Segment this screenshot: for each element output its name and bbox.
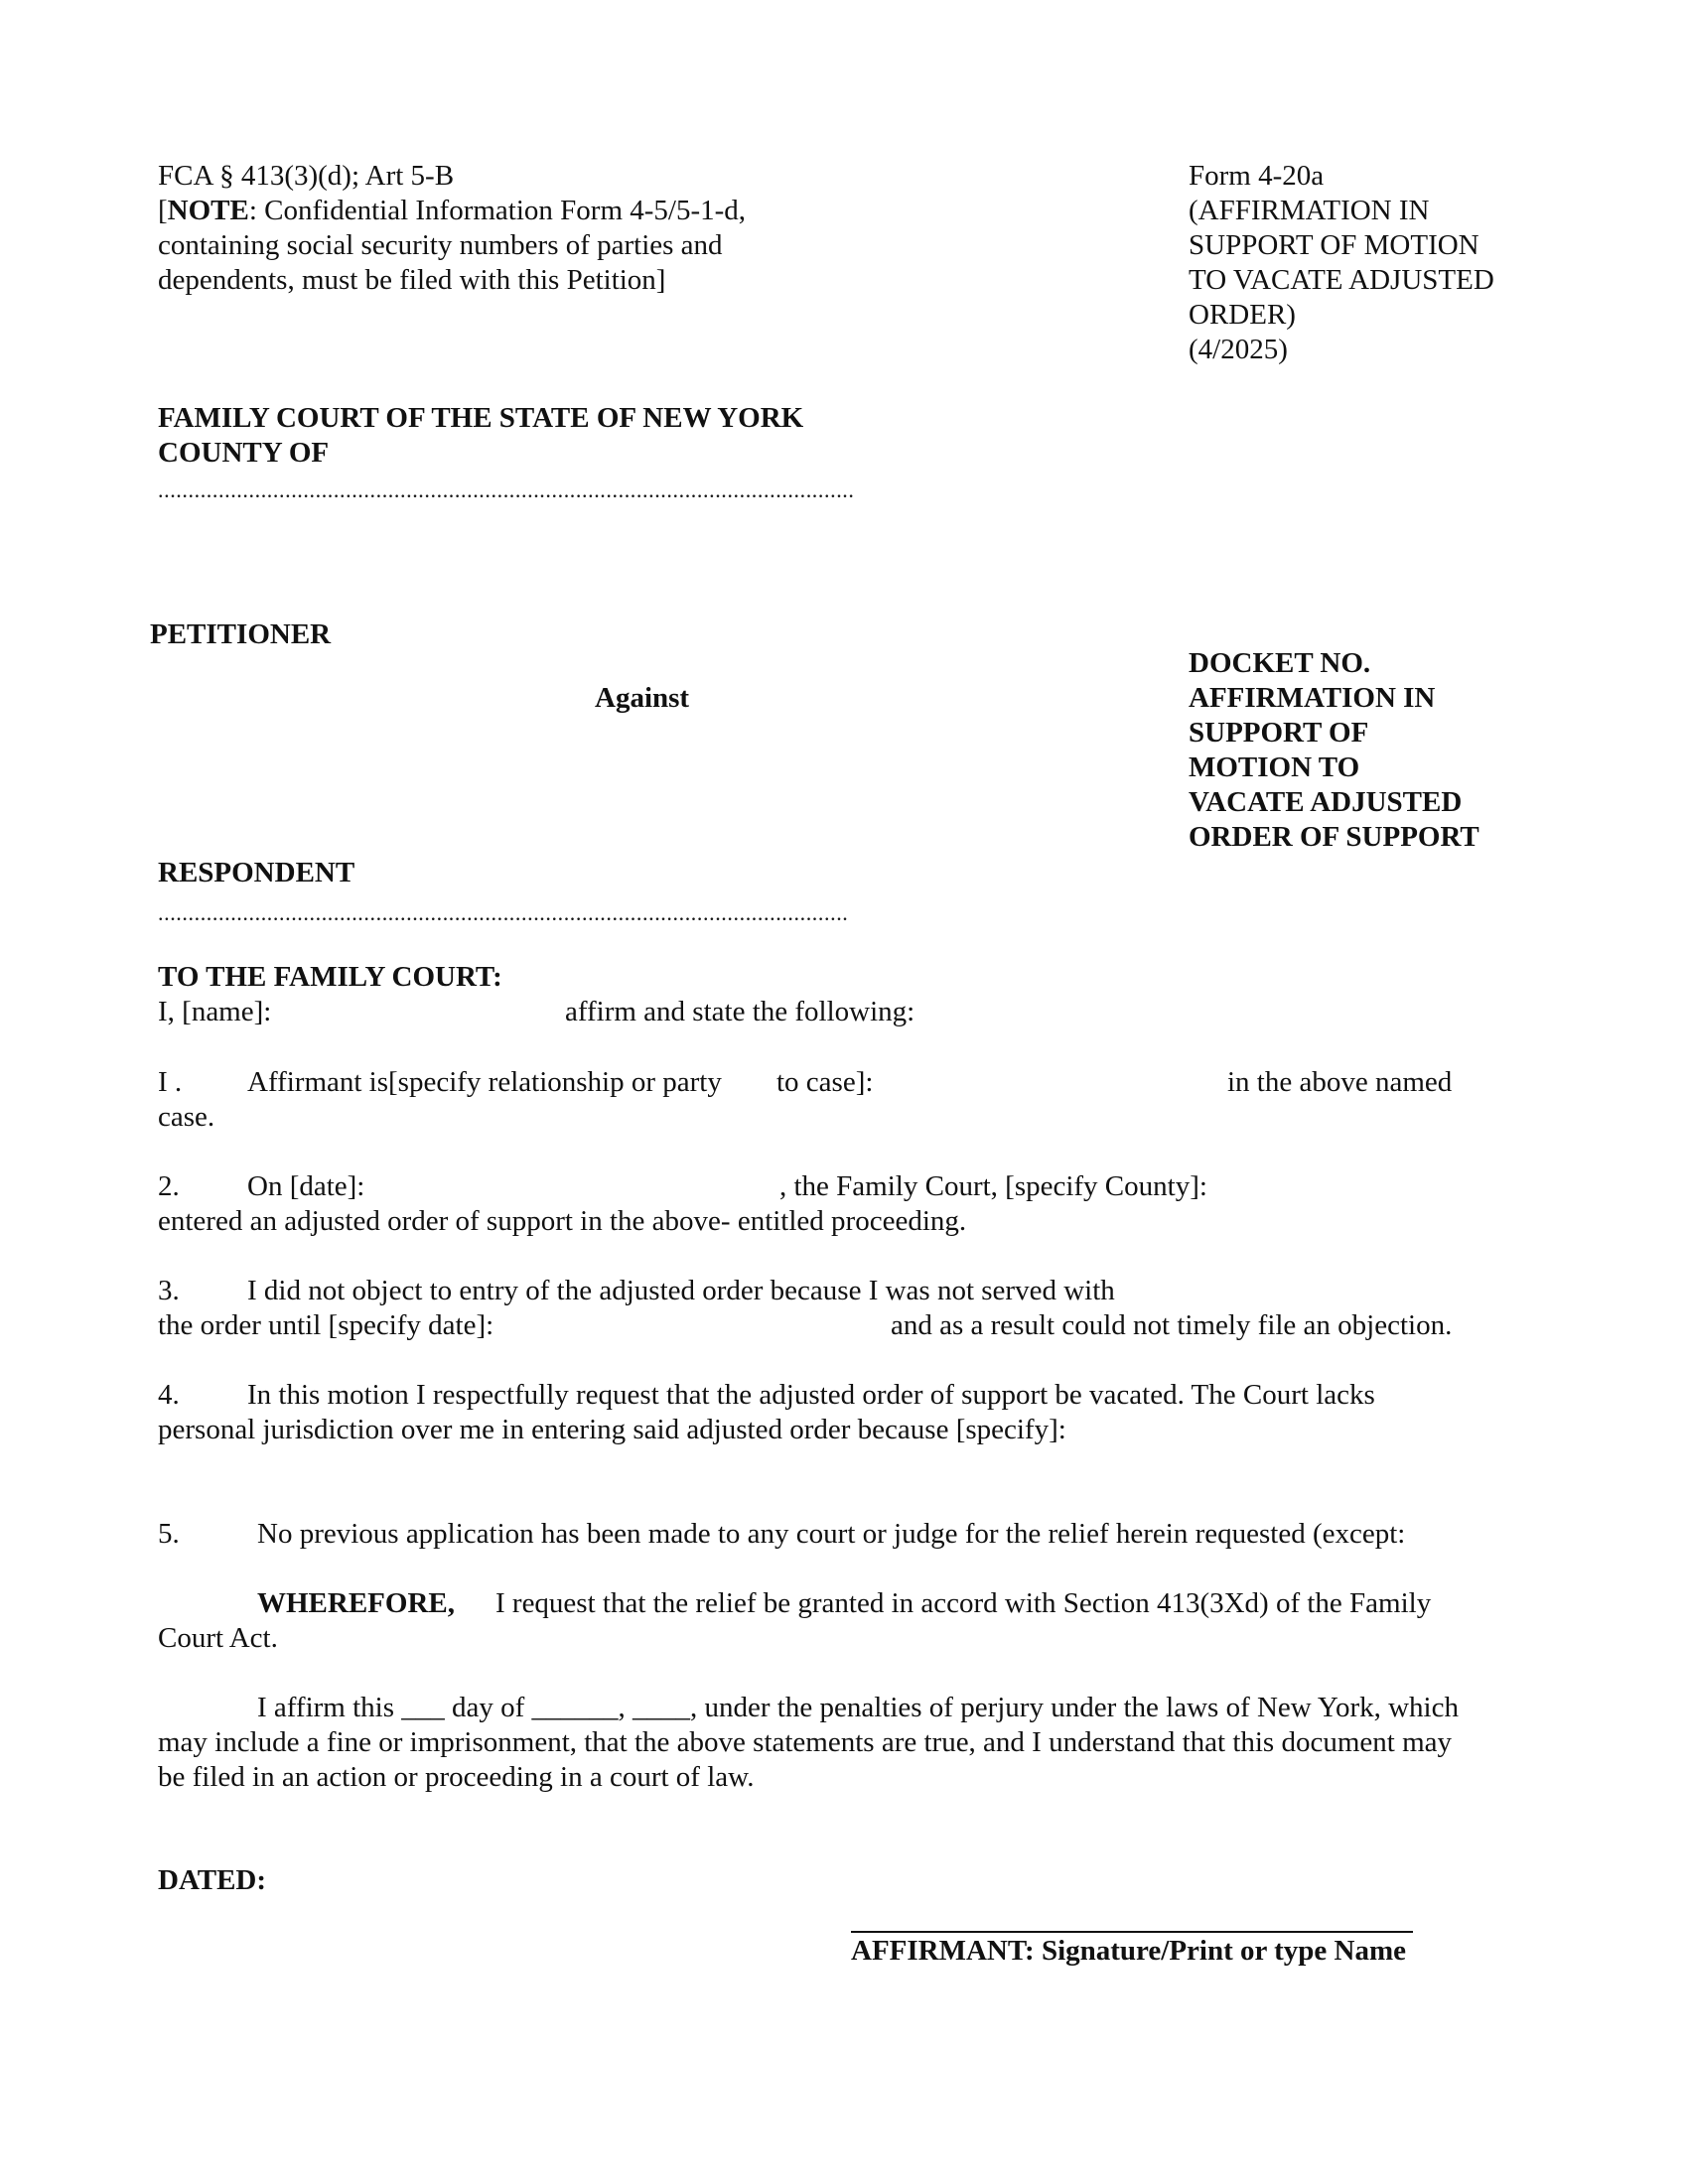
form-revision-date: (4/2025) (1189, 334, 1288, 365)
paragraph-3-number: 3. (158, 1275, 180, 1306)
note-text-1: : Confidential Information Form 4-5/5-1-d, (248, 195, 747, 226)
document-title-5: ORDER OF SUPPORT (1189, 821, 1479, 853)
note-line-3: dependents, must be filed with this Petition] (158, 264, 666, 296)
affirm-state-text: affirm and state the following: (565, 996, 915, 1027)
county-label: COUNTY OF (158, 437, 330, 469)
form-title-2: SUPPORT OF MOTION (1189, 229, 1479, 261)
county-dotted-line: ................................................................................................................... (158, 480, 855, 500)
paragraph-2-text-a: On [date]: (247, 1170, 365, 1202)
petitioner-label: PETITIONER (150, 618, 332, 650)
docket-number-label: DOCKET NO. (1189, 647, 1371, 679)
paragraph-3-text-a: I did not object to entry of the adjusted order because I was not served with (247, 1275, 1115, 1306)
affirmation-line-1: I affirm this ___ day of ______, ____, under the penalties of perjury under the laws of New York, which (257, 1692, 1459, 1723)
note-line-2: containing social security numbers of parties and (158, 229, 723, 261)
form-title-3: TO VACATE ADJUSTED (1189, 264, 1494, 296)
respondent-label: RESPONDENT (158, 857, 355, 888)
note-label: NOTE (167, 195, 249, 226)
affirmation-line-2: may include a fine or imprisonment, that the above statements are true, and I understand that this document may (158, 1726, 1453, 1758)
document-title-2: SUPPORT OF (1189, 717, 1369, 749)
paragraph-5-number: 5. (158, 1518, 180, 1550)
note-bracket: [ (158, 195, 168, 226)
wherefore-label: WHEREFORE, (257, 1587, 455, 1619)
affirmation-line-3: be filed in an action or proceeding in a court of law. (158, 1761, 755, 1793)
note-line-1 (158, 194, 746, 228)
form-title-4: ORDER) (1189, 299, 1296, 331)
to-family-court-heading: TO THE FAMILY COURT: (158, 961, 502, 993)
document-title-4: VACATE ADJUSTED (1189, 786, 1463, 818)
affirmant-name-label: I, [name]: (158, 996, 272, 1027)
wherefore-text-a: I request that the relief be granted in accord with Section 413(3Xd) of the Family (495, 1587, 1432, 1619)
paragraph-2-number: 2. (158, 1170, 180, 1202)
paragraph-4-number: 4. (158, 1379, 180, 1411)
form-title-1: (AFFIRMATION IN (1189, 195, 1430, 226)
paragraph-4-text-b: personal jurisdiction over me in entering said adjusted order because [specify]: (158, 1414, 1066, 1445)
paragraph-2-text-b: , the Family Court, [specify County]: (779, 1170, 1207, 1202)
paragraph-3-text-c: and as a result could not timely file an objection. (891, 1309, 1453, 1341)
document-title-3: MOTION TO (1189, 751, 1360, 783)
paragraph-2-text-c: entered an adjusted order of support in the above- entitled proceeding. (158, 1205, 967, 1237)
signature-line (851, 1931, 1413, 1933)
paragraph-1-text-d: case. (158, 1101, 215, 1133)
paragraph-3-text-b: the order until [specify date]: (158, 1309, 494, 1341)
respondent-dotted-line: .................................................................................................................. (158, 903, 849, 923)
statute-reference: FCA § 413(3)(d); Art 5-B (158, 160, 455, 192)
paragraph-1-text-c: in the above named (1227, 1066, 1453, 1098)
paragraph-5-text-a: No previous application has been made to any court or judge for the relief herein requested (except: (257, 1518, 1406, 1550)
dated-label: DATED: (158, 1864, 267, 1896)
paragraph-1-number: I . (158, 1066, 183, 1098)
paragraph-1-text-a: Affirmant is[specify relationship or party (247, 1066, 722, 1098)
paragraph-4-text-a: In this motion I respectfully request that the adjusted order of support be vacated. The Court lacks (247, 1379, 1375, 1411)
form-number: Form 4-20a (1189, 160, 1325, 192)
wherefore-text-b: Court Act. (158, 1622, 278, 1654)
signature-label: AFFIRMANT: Signature/Print or type Name (851, 1935, 1406, 1967)
document-title-1: AFFIRMATION IN (1189, 682, 1436, 714)
court-name: FAMILY COURT OF THE STATE OF NEW YORK (158, 402, 804, 434)
against-label: Against (595, 682, 690, 714)
paragraph-1-text-b: to case]: (776, 1066, 874, 1098)
